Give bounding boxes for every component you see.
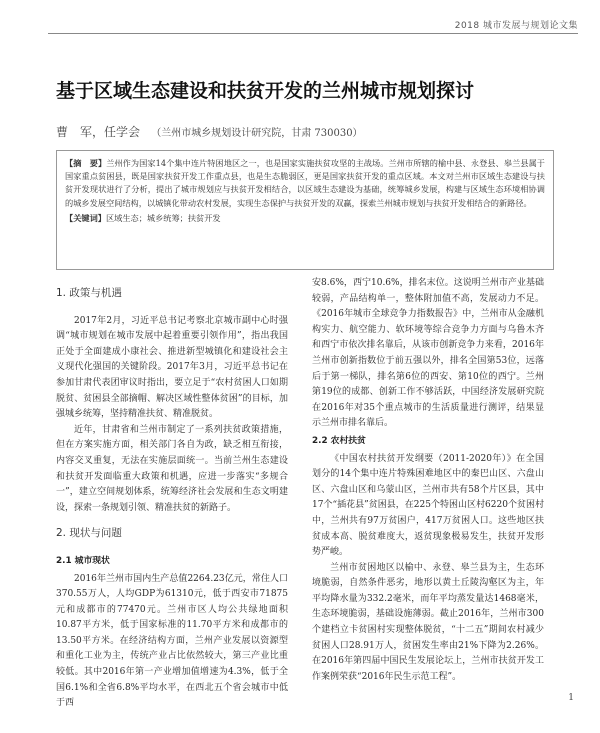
subsection-heading-2-1: 2.1 城市现状 xyxy=(56,555,110,566)
author-names: 曹 军，任学会 xyxy=(56,125,141,139)
page-number: 1 xyxy=(568,693,574,703)
abstract xyxy=(65,157,545,210)
keywords xyxy=(65,212,545,225)
paragraph: 近年，甘肃省和兰州市制定了一系列扶贫政策措施，但在方案实施方面，相关部门各自为政，缺乏相互衔接，内容交叉重复，无法在实施层面统一。当前兰州生态建设和扶贫开发面临重大政策和机遇，应进一步落实“多规合一”，建立空间规划体系，统筹经济社会发展和生态文明建设，探索一条规划引领、精准扶贫的新路子。 xyxy=(56,424,288,513)
paragraph: 《中国农村扶贫开发纲要（2011-2020年）》在全国划分的14个集中连片特殊困难地区中的秦巴山区、六盘山区、六盘山区和乌蒙山区，兰州市共有58个片区县，其中17个“插花县”贫困县，在225个特困山区村6220个贫困村中，兰州共有97万贫困户，417万贫困人口。这些地区扶贫成本高、脱贫难度大，返贫现象极易发生，扶贫开发形势严峻。 xyxy=(312,453,544,558)
abstract-box xyxy=(56,150,554,270)
keywords-label: 【关键词】 xyxy=(65,212,106,223)
paragraph: 2017年2月，习近平总书记考察北京城市副中心时强调“城市规划在城市发展中起着重要引领作用”，指出我国正处于全面建成小康社会、推进新型城镇化和建设社会主义现代化强国的关键阶段。2017年3月，习近平总书记在参加甘肃代表团审议时指出，要立足于“农村贫困人口如期脱贫、贫困县全部摘帽、解决区域性整体贫困”的目标，加强城乡统筹，坚持精准扶贫、精准脱贫。 xyxy=(56,315,288,420)
author-line xyxy=(56,123,556,140)
section-heading-2: 2. 现状与问题 xyxy=(56,527,122,540)
section-heading-1: 1. 政策与机遇 xyxy=(56,287,122,299)
running-header: 2018 城市发展与规划论文集 xyxy=(454,21,578,31)
keywords-text: 区域生态；城乡统筹；扶贫开发 xyxy=(105,212,221,223)
abstract-text: 兰州作为国家14个集中连片特困地区之一，也是国家实施扶贫攻坚的主战场。兰州市所辖的榆中县、永登县、皋兰县属于国家重点贫困县，既是国家扶贫开发工作重点县，也是生态脆弱区，更是国家扶贫开发的重点区域。本文对兰州市区域生态建设与扶贫开发现状进行了分析，提出了城市规划应与扶贫开发相结合，以区域生态建设为基础，统筹城乡发展，构建与区域生态环境相协调的城乡发展空间结构，以城镇化带动农村发展，实现生态保护与扶贫开发的双赢，探索兰州城市规划与扶贫开发相结合的新路径。 xyxy=(65,158,545,208)
paragraph: 兰州市贫困地区以榆中、永登、皋兰县为主，生态环境脆弱，自然条件恶劣，地形以黄土丘陵沟壑区为主，年平均降水量为332.2毫米，而年平均蒸发量达1468毫米，生态环境脆弱，基础设施薄弱。截止2016年，兰州市300个建档立卡贫困村实现整体脱贫，“十二五”期间农村减少贫困人口28.91万人，贫困发生率由21%下降为2.26%。在2016年第四届中国民生发展论坛上，兰州市扶贫开发工作案例荣获“2016年民生示范工程”。 xyxy=(312,562,544,682)
abstract-label: 【摘 要】 xyxy=(65,158,107,168)
paper-title: 基于区域生态建设和扶贫开发的兰州城市规划探讨 xyxy=(56,80,475,102)
left-column xyxy=(56,276,288,712)
author-affiliation: （兰州市城乡规划设计研究院，甘肃 730030） xyxy=(151,128,363,139)
paragraph-continuation: 安8.6%，西宁10.6%，排名末位。这说明兰州市产业基础较弱，产品结构单一，整体附加值不高，发展动力不足。《2016年城市全球竞争力指数报告》中，兰州市从金融机构实力、航空能力、软环境等综合竞争力方面与乌鲁木齐和西宁市依次排名靠后，从该市创新竞争力来看，2016年兰州市创新指数位于前五强以外，排名全国第53位，远落后于第一梯队，排名第6位的西安、第10位的西宁。兰州第19位的成都、创新工作不够活跃，中国经济发展研究院在2016年对35个重点城市的生活质量进行测评，结果显示兰州市排名靠后。 xyxy=(312,278,544,429)
paragraph: 2016年兰州市国内生产总值2264.23亿元，常住人口370.55万人，人均GDP为61310元，低于西安市71875元和成都市的77470元。兰州市区人均公共绿地面积10.87平方米，低于国家标准的11.70平方米和成都市的13.50平方米。在经济结构方面，兰州产业发展以资源型和重化工业为主，传统产业占比依然较大，第三产业比重较低。其中2016年第一产业增加值增速为4.3%，低于全国6.1%和全省6.8%平均水平，在西北五个省会城市中低于西 xyxy=(56,573,288,709)
subsection-heading-2-2: 2.2 农村扶贫 xyxy=(312,435,366,446)
right-column xyxy=(312,276,544,685)
header-rule xyxy=(48,33,578,34)
